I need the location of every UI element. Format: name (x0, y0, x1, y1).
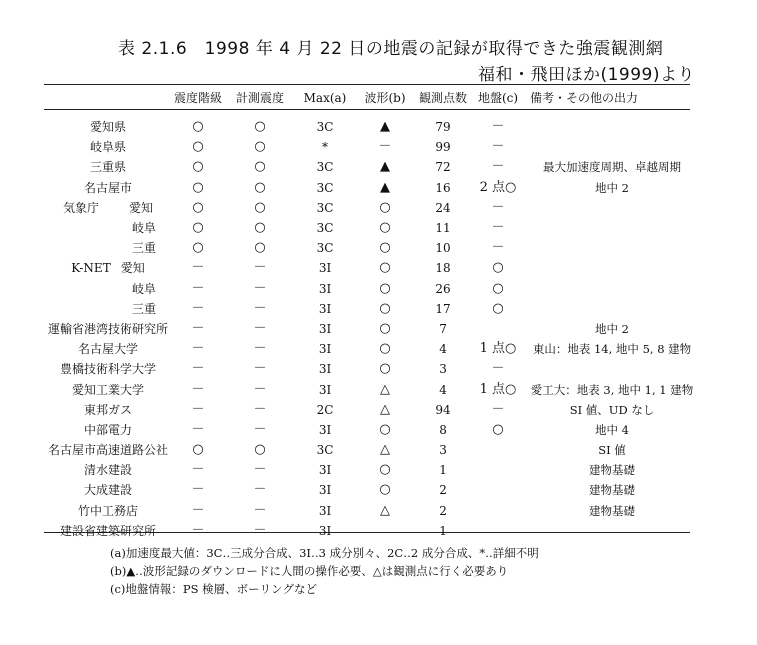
table-row (48, 218, 694, 238)
table-row (48, 109, 694, 137)
cell-ground: － (491, 240, 505, 256)
cell-station-count: 2 (439, 483, 447, 498)
table-row (48, 501, 694, 521)
cell-organization (48, 319, 168, 339)
prefecture-name: 愛知 (129, 200, 154, 215)
table-row (48, 339, 694, 359)
table-row (48, 157, 694, 177)
organization-name: 愛知工業大学 (72, 382, 145, 397)
cell-ground: － (491, 401, 505, 417)
cell-max: 3C (316, 180, 334, 195)
cell-intensity-class: ○ (192, 119, 204, 135)
cell-station-count: 26 (435, 281, 451, 296)
cell-notes: SI 値、UD なし (569, 402, 655, 417)
footnote-a: (a)加速度最大値：3C‥三成分合成、3I‥3 成分別々、2C‥2 成分合成、*‥詳細不明 (110, 546, 539, 560)
cell-max: 2C (316, 402, 334, 417)
cell-intensity-class: － (191, 421, 205, 437)
cell-max: * (322, 140, 329, 155)
cell-max: 3C (316, 241, 334, 256)
cell-waveform: ○ (379, 361, 391, 377)
cell-waveform: ○ (379, 220, 391, 236)
organization-name: 大成建設 (84, 483, 133, 498)
cell-ground: － (491, 159, 505, 175)
prefecture-name: 岐阜 (132, 221, 157, 236)
cell-measured-intensity: ○ (254, 179, 266, 195)
cell-station-count: 1 (439, 523, 447, 538)
cell-measured-intensity: － (253, 320, 267, 336)
cell-station-count: 3 (439, 443, 447, 458)
network-table (48, 86, 694, 541)
cell-station-count: 11 (435, 221, 451, 236)
cell-waveform (358, 521, 412, 541)
cell-organization (48, 339, 168, 359)
col-header-ground: 地盤(c) (477, 91, 519, 105)
cell-intensity-class: － (191, 522, 205, 538)
organization-name: 運輸省港湾技術研究所 (48, 321, 169, 336)
table-row (48, 359, 694, 379)
cell-ground: ○ (492, 421, 504, 437)
organization-name: 竹中工務店 (78, 503, 139, 518)
cell-organization (48, 460, 168, 480)
cell-intensity-class: ○ (192, 159, 204, 175)
table-row (48, 480, 694, 500)
col-header-max: Max(a) (303, 90, 347, 105)
table-row (48, 198, 694, 218)
cell-measured-intensity: － (253, 401, 267, 417)
cell-ground (474, 319, 522, 339)
cell-waveform: ○ (379, 320, 391, 336)
footnote-c: (c)地盤情報：PS 検層、ボーリングなど (110, 582, 317, 596)
cell-station-count: 17 (435, 301, 451, 316)
cell-station-count: 16 (435, 180, 451, 195)
footnotes (110, 544, 539, 598)
table-row (48, 420, 694, 440)
cell-ground (474, 501, 522, 521)
cell-max: 3I (318, 321, 332, 336)
table-row (48, 521, 694, 541)
cell-notes (522, 218, 694, 238)
cell-max: 3I (318, 382, 332, 397)
organization-name: 愛知県 (90, 120, 127, 135)
cell-notes: 地中 2 (595, 180, 629, 195)
col-header-intensity-class: 震度階級 (174, 91, 223, 105)
source-citation: 福和・飛田ほか(1999)より (477, 65, 695, 85)
col-header-waveform: 波形(b) (364, 91, 406, 105)
cell-organization (48, 420, 168, 440)
cell-organization (48, 359, 168, 379)
cell-waveform: ○ (379, 199, 391, 215)
cell-waveform: ○ (379, 240, 391, 256)
prefecture-name: 三重 (132, 241, 157, 256)
table-row (48, 238, 694, 258)
cell-notes (522, 198, 694, 218)
cell-organization (48, 218, 168, 238)
table-row (48, 258, 694, 278)
col-header-station-count: 観測点数 (419, 91, 468, 105)
cell-intensity-class: － (191, 462, 205, 478)
cell-organization (48, 379, 168, 399)
cell-max: 3C (316, 443, 334, 458)
cell-ground: － (491, 220, 505, 236)
cell-measured-intensity: － (253, 462, 267, 478)
cell-organization (48, 137, 168, 157)
cell-station-count: 8 (439, 422, 447, 437)
cell-organization (48, 501, 168, 521)
organization-name: 清水建設 (84, 463, 133, 478)
cell-measured-intensity: ○ (254, 199, 266, 215)
cell-ground: 1 点○ (479, 341, 517, 357)
cell-organization (48, 109, 168, 137)
col-header-notes: 備考・その他の出力 (530, 91, 639, 105)
cell-waveform: △ (380, 381, 391, 397)
cell-intensity-class: － (191, 482, 205, 498)
cell-measured-intensity: ○ (254, 139, 266, 155)
cell-ground: ○ (492, 300, 504, 316)
cell-intensity-class: － (191, 320, 205, 336)
cell-waveform: ▲ (380, 159, 391, 175)
cell-measured-intensity: － (253, 280, 267, 296)
organization-name: 名古屋市高速道路公社 (48, 443, 169, 458)
cell-measured-intensity: － (253, 341, 267, 357)
cell-organization (48, 238, 168, 258)
cell-notes (522, 258, 694, 278)
cell-measured-intensity: － (253, 260, 267, 276)
cell-ground: ○ (492, 260, 504, 276)
cell-organization (48, 480, 168, 500)
cell-station-count: 94 (435, 402, 451, 417)
cell-measured-intensity: － (253, 502, 267, 518)
cell-waveform: △ (380, 442, 391, 458)
table-row (48, 279, 694, 299)
cell-max: 3I (318, 342, 332, 357)
cell-waveform: ▲ (380, 179, 391, 195)
cell-notes: 最大加速度周期、卓越周期 (543, 160, 682, 175)
cell-measured-intensity: － (253, 522, 267, 538)
cell-ground (474, 480, 522, 500)
table-row (48, 400, 694, 420)
cell-intensity-class: － (191, 300, 205, 316)
cell-waveform: ○ (379, 482, 391, 498)
col-header-measured-intensity: 計測震度 (236, 91, 285, 105)
cell-organization (48, 400, 168, 420)
cell-intensity-class: ○ (192, 220, 204, 236)
cell-notes (522, 137, 694, 157)
cell-waveform: △ (380, 502, 391, 518)
cell-station-count: 2 (439, 503, 447, 518)
cell-intensity-class: ○ (192, 139, 204, 155)
cell-station-count: 1 (439, 463, 447, 478)
cell-organization (48, 178, 168, 198)
cell-intensity-class: － (191, 361, 205, 377)
organization-name: 豊橋技術科学大学 (60, 362, 157, 377)
cell-max: 3I (318, 362, 332, 377)
header-row (48, 86, 694, 109)
cell-intensity-class: ○ (192, 179, 204, 195)
cell-measured-intensity: ○ (254, 119, 266, 135)
cell-measured-intensity: － (253, 421, 267, 437)
cell-organization (48, 299, 168, 319)
cell-waveform: ○ (379, 300, 391, 316)
top-rule (44, 84, 690, 85)
cell-waveform: ○ (379, 260, 391, 276)
cell-ground: － (491, 119, 505, 135)
cell-measured-intensity: － (253, 300, 267, 316)
table-row (48, 379, 694, 399)
organization-name: 東邦ガス (84, 402, 133, 417)
cell-notes: 愛工大：地表 3, 地中 1, 1 建物 (530, 382, 694, 397)
cell-organization (48, 279, 168, 299)
prefecture-name: 岐阜 (132, 281, 157, 296)
cell-measured-intensity: － (253, 482, 267, 498)
cell-waveform: － (378, 139, 392, 155)
cell-notes: SI 値 (598, 443, 626, 458)
cell-max: 3I (318, 503, 332, 518)
table-row (48, 299, 694, 319)
cell-max: 3I (318, 261, 332, 276)
organization-name: 名古屋大学 (78, 342, 139, 357)
organization-name: K-NET (71, 261, 111, 276)
cell-intensity-class: － (191, 341, 205, 357)
cell-ground (474, 440, 522, 460)
cell-station-count: 24 (435, 200, 451, 215)
cell-station-count: 10 (435, 241, 451, 256)
cell-ground (474, 460, 522, 480)
cell-notes (522, 299, 694, 319)
cell-ground (474, 521, 522, 541)
cell-max: 3C (316, 221, 334, 236)
table-body (48, 109, 694, 541)
cell-notes: 建物基礎 (589, 483, 636, 498)
organization-name: 中部電力 (84, 422, 133, 437)
organization-name: 建設省建築研究所 (60, 523, 157, 538)
cell-max: 3C (316, 200, 334, 215)
cell-organization (48, 157, 168, 177)
cell-max: 3I (318, 422, 332, 437)
cell-notes: 建物基礎 (589, 503, 636, 518)
cell-ground: 1 点○ (479, 381, 517, 397)
table-row (48, 178, 694, 198)
cell-measured-intensity: ○ (254, 220, 266, 236)
cell-notes (522, 238, 694, 258)
cell-organization (48, 521, 168, 541)
organization-name: 三重県 (90, 160, 127, 175)
cell-measured-intensity: ○ (254, 159, 266, 175)
cell-measured-intensity: － (253, 361, 267, 377)
table-title: 表 2.1.6 1998 年 4 月 22 日の地震の記録が取得できた強震観測網 (118, 39, 664, 59)
cell-station-count: 4 (439, 342, 447, 357)
cell-measured-intensity: ○ (254, 240, 266, 256)
cell-waveform: ○ (379, 341, 391, 357)
cell-station-count: 72 (435, 160, 451, 175)
cell-max: 3I (318, 463, 332, 478)
cell-organization (48, 258, 168, 278)
cell-notes (522, 279, 694, 299)
prefecture-name: 三重 (132, 301, 157, 316)
cell-waveform: ▲ (380, 119, 391, 135)
cell-intensity-class: － (191, 502, 205, 518)
cell-intensity-class: ○ (192, 199, 204, 215)
cell-notes: 建物基礎 (589, 463, 636, 478)
cell-notes (522, 521, 694, 541)
cell-measured-intensity: － (253, 381, 267, 397)
cell-max: 3I (318, 483, 332, 498)
cell-waveform: ○ (379, 280, 391, 296)
cell-notes (522, 359, 694, 379)
footnote-b: (b)▲‥波形記録のダウンロードに人間の操作必要、△は観測点に行く必要あり (110, 564, 509, 578)
cell-ground: － (491, 199, 505, 215)
cell-max: 3I (318, 523, 332, 538)
table-row (48, 137, 694, 157)
cell-station-count: 18 (435, 261, 451, 276)
cell-station-count: 99 (435, 140, 451, 155)
cell-max: 3C (316, 160, 334, 175)
cell-ground: 2 点○ (479, 179, 517, 195)
cell-max: 3C (316, 120, 334, 135)
cell-organization (48, 198, 168, 218)
organization-name: 気象庁 (62, 200, 99, 215)
cell-station-count: 4 (439, 382, 447, 397)
cell-organization (48, 440, 168, 460)
cell-intensity-class: － (191, 260, 205, 276)
cell-ground: ○ (492, 280, 504, 296)
cell-notes: 地中 4 (595, 422, 629, 437)
cell-intensity-class: － (191, 280, 205, 296)
cell-notes (522, 109, 694, 137)
cell-station-count: 7 (439, 321, 447, 336)
cell-station-count: 3 (439, 362, 447, 377)
cell-notes: 東山：地表 14, 地中 5, 8 建物 (532, 342, 692, 357)
table-row (48, 440, 694, 460)
cell-intensity-class: － (191, 381, 205, 397)
cell-max: 3I (318, 301, 332, 316)
cell-intensity-class: ○ (192, 240, 204, 256)
cell-ground: － (491, 361, 505, 377)
organization-name: 岐阜県 (90, 140, 127, 155)
table-row (48, 460, 694, 480)
cell-measured-intensity: ○ (254, 442, 266, 458)
organization-name: 名古屋市 (84, 180, 133, 195)
cell-waveform: ○ (379, 421, 391, 437)
cell-ground: － (491, 139, 505, 155)
cell-waveform: △ (380, 401, 391, 417)
table-row (48, 319, 694, 339)
cell-max: 3I (318, 281, 332, 296)
col-header-organization (48, 86, 168, 109)
cell-notes: 地中 2 (595, 321, 629, 336)
cell-waveform: ○ (379, 462, 391, 478)
cell-station-count: 79 (435, 120, 451, 135)
cell-intensity-class: ○ (192, 442, 204, 458)
prefecture-name: 愛知 (120, 261, 145, 276)
cell-intensity-class: － (191, 401, 205, 417)
